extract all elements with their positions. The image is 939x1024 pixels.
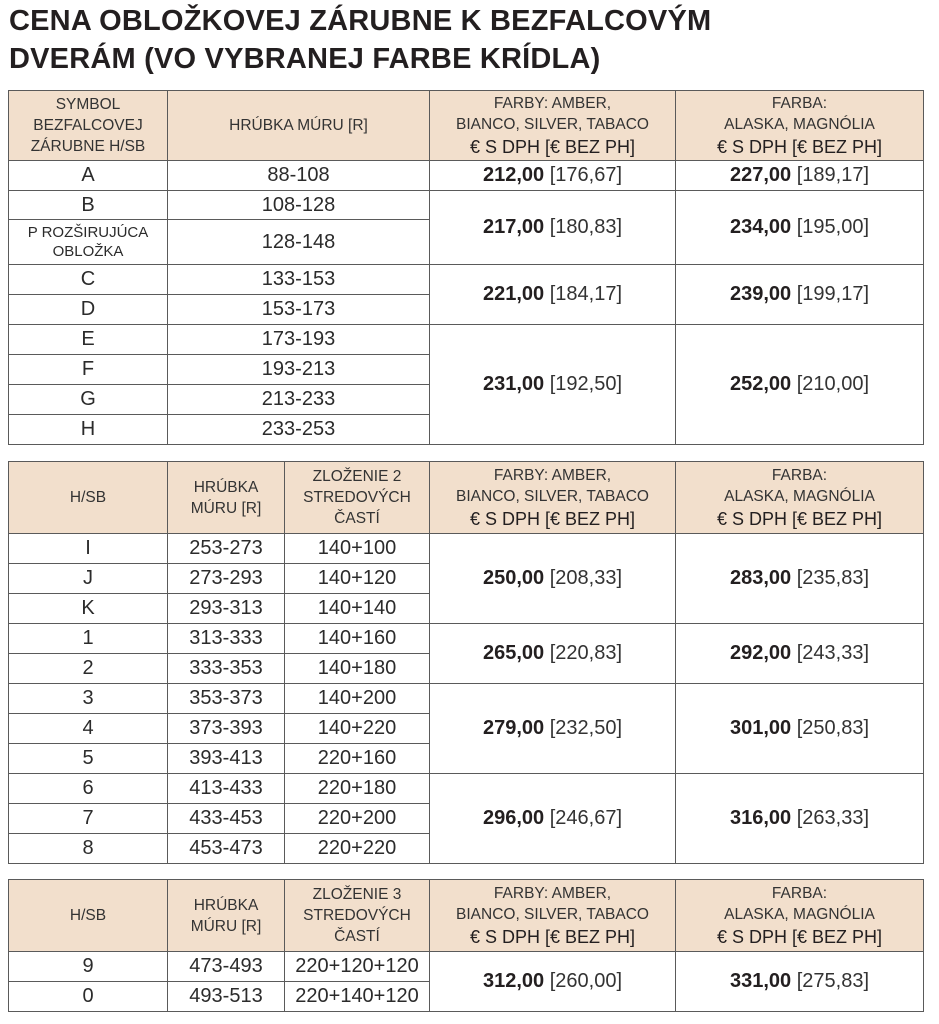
table-header-row (9, 880, 924, 952)
price-a-cell: 250,00 [208,33] (430, 534, 676, 624)
header-colors-b: FARBA: ALASKA, MAGNÓLIA € S DPH [€ BEZ PH] (676, 462, 924, 534)
symbol-cell: 3 (9, 684, 168, 714)
symbol-cell: 1 (9, 624, 168, 654)
price-a-cell: 312,00 [260,00] (430, 952, 676, 1012)
wall-cell: 333-353 (168, 654, 285, 684)
header-colors-b: FARBA: ALASKA, MAGNÓLIA € S DPH [€ BEZ PH] (676, 880, 924, 952)
title-line-2: DVERÁM (VO VYBRANEJ FARBE KRÍDLA) (9, 43, 601, 75)
symbol-cell: G (9, 385, 168, 415)
wall-cell: 393-413 (168, 744, 285, 774)
symbol-cell: D (9, 295, 168, 325)
parts-cell: 140+120 (285, 564, 430, 594)
price-table-1 (8, 90, 924, 445)
wall-cell: 433-453 (168, 804, 285, 834)
price-table-3 (8, 879, 924, 1012)
header-colors-a: FARBY: AMBER, BIANCO, SILVER, TABACO € S DPH [€ BEZ PH] (430, 462, 676, 534)
parts-cell: 220+180 (285, 774, 430, 804)
wall-cell: 293-313 (168, 594, 285, 624)
wall-cell: 313-333 (168, 624, 285, 654)
parts-cell: 220+200 (285, 804, 430, 834)
wall-cell: 353-373 (168, 684, 285, 714)
wall-cell: 453-473 (168, 834, 285, 864)
table-row (9, 534, 924, 564)
header-currency: € S DPH [€ BEZ PH] (469, 508, 636, 529)
symbol-cell: K (9, 594, 168, 624)
wall-cell: 373-393 (168, 714, 285, 744)
parts-cell: 140+200 (285, 684, 430, 714)
wall-cell: 273-293 (168, 564, 285, 594)
symbol-cell: J (9, 564, 168, 594)
table-row (9, 161, 924, 191)
price-b-cell: 301,00 [250,83] (676, 684, 924, 774)
wall-cell: 193-213 (168, 355, 430, 385)
table-row (9, 684, 924, 714)
price-a-cell: 296,00 [246,67] (430, 774, 676, 864)
wall-cell: 473-493 (168, 952, 285, 982)
symbol-cell: H (9, 415, 168, 445)
header-currency: € S DPH [€ BEZ PH] (469, 926, 636, 947)
table-row (9, 265, 924, 295)
parts-cell: 220+160 (285, 744, 430, 774)
parts-cell: 140+160 (285, 624, 430, 654)
price-a-cell: 212,00 [176,67] (430, 161, 676, 191)
parts-cell: 220+120+120 (285, 952, 430, 982)
symbol-cell: F (9, 355, 168, 385)
header-parts: ZLOŽENIE 2 STREDOVÝCH ČASTÍ (285, 462, 430, 534)
header-wall-thickness: HRÚBKA MÚRU [R] (168, 91, 430, 161)
price-b-cell: 234,00 [195,00] (676, 191, 924, 265)
parts-cell: 140+220 (285, 714, 430, 744)
header-colors-b: FARBA: ALASKA, MAGNÓLIA € S DPH [€ BEZ PH] (676, 91, 924, 161)
symbol-cell: C (9, 265, 168, 295)
table-row (9, 191, 924, 220)
wall-cell: 128-148 (168, 220, 430, 265)
wall-cell: 173-193 (168, 325, 430, 355)
price-a-cell: 231,00 [192,50] (430, 325, 676, 445)
page-title (9, 2, 711, 78)
wall-cell: 133-153 (168, 265, 430, 295)
price-a-cell: 265,00 [220,83] (430, 624, 676, 684)
wall-cell: 153-173 (168, 295, 430, 325)
symbol-cell: 6 (9, 774, 168, 804)
symbol-cell: I (9, 534, 168, 564)
header-colors-a: FARBY: AMBER, BIANCO, SILVER, TABACO € S DPH [€ BEZ PH] (430, 91, 676, 161)
wall-cell: 88-108 (168, 161, 430, 191)
price-b-cell: 316,00 [263,33] (676, 774, 924, 864)
header-colors-a: FARBY: AMBER, BIANCO, SILVER, TABACO € S DPH [€ BEZ PH] (430, 880, 676, 952)
header-symbol: H/SB (9, 462, 168, 534)
title-line-1: CENA OBLOŽKOVEJ ZÁRUBNE K BEZFALCOVÝM (9, 5, 712, 37)
symbol-cell: 7 (9, 804, 168, 834)
symbol-cell: E (9, 325, 168, 355)
symbol-cell: 0 (9, 982, 168, 1012)
wall-cell: 213-233 (168, 385, 430, 415)
table-row (9, 952, 924, 982)
header-currency: € S DPH [€ BEZ PH] (469, 136, 636, 157)
price-b-cell: 227,00 [189,17] (676, 161, 924, 191)
parts-cell: 220+220 (285, 834, 430, 864)
header-symbol: SYMBOL BEZFALCOVEJ ZÁRUBNE H/SB (9, 91, 168, 161)
parts-cell: 140+140 (285, 594, 430, 624)
symbol-cell: A (9, 161, 168, 191)
parts-cell: 140+100 (285, 534, 430, 564)
symbol-cell: 4 (9, 714, 168, 744)
parts-cell: 220+140+120 (285, 982, 430, 1012)
wall-cell: 253-273 (168, 534, 285, 564)
table-row (9, 624, 924, 654)
wall-cell: 413-433 (168, 774, 285, 804)
symbol-cell: B (9, 191, 168, 220)
symbol-cell: 8 (9, 834, 168, 864)
price-b-cell: 252,00 [210,00] (676, 325, 924, 445)
price-b-cell: 292,00 [243,33] (676, 624, 924, 684)
parts-cell: 140+180 (285, 654, 430, 684)
header-wall-thickness: HRÚBKA MÚRU [R] (168, 462, 285, 534)
symbol-cell: 5 (9, 744, 168, 774)
symbol-cell: 9 (9, 952, 168, 982)
table-row (9, 774, 924, 804)
price-b-cell: 331,00 [275,83] (676, 952, 924, 1012)
symbol-cell: P ROZŠIRUJÚCA OBLOŽKA (9, 220, 168, 265)
price-a-cell: 217,00 [180,83] (430, 191, 676, 265)
wall-cell: 233-253 (168, 415, 430, 445)
header-currency: € S DPH [€ BEZ PH] (716, 508, 883, 529)
price-table-2 (8, 461, 924, 864)
price-a-cell: 279,00 [232,50] (430, 684, 676, 774)
price-b-cell: 283,00 [235,83] (676, 534, 924, 624)
header-symbol: H/SB (9, 880, 168, 952)
header-parts: ZLOŽENIE 3 STREDOVÝCH ČASTÍ (285, 880, 430, 952)
symbol-cell: 2 (9, 654, 168, 684)
table-row (9, 325, 924, 355)
table-header-row (9, 91, 924, 161)
table-header-row (9, 462, 924, 534)
price-a-cell: 221,00 [184,17] (430, 265, 676, 325)
wall-cell: 493-513 (168, 982, 285, 1012)
header-currency: € S DPH [€ BEZ PH] (716, 136, 883, 157)
header-wall-thickness: HRÚBKA MÚRU [R] (168, 880, 285, 952)
header-currency: € S DPH [€ BEZ PH] (716, 926, 883, 947)
wall-cell: 108-128 (168, 191, 430, 220)
price-b-cell: 239,00 [199,17] (676, 265, 924, 325)
